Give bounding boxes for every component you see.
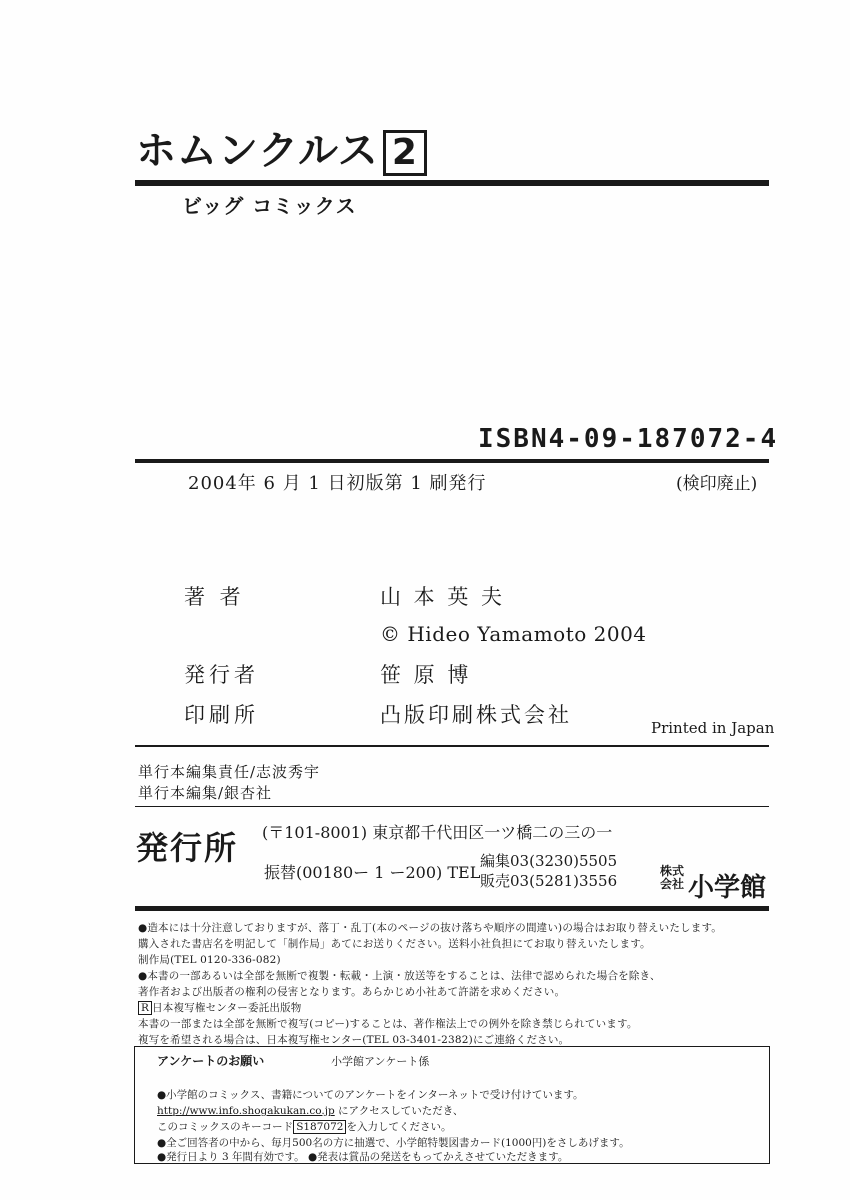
notice-line: 複写を希望される場合は、日本複写権センター(TEL 03-3401-2382)にご連絡ください。 <box>138 1034 570 1046</box>
printer-name: 凸版印刷株式会社 <box>380 703 572 727</box>
r-mark-icon: R <box>138 1001 152 1015</box>
phone-sales: 販売03(5281)3556 <box>480 872 618 890</box>
publisher-label: 発行所 <box>136 829 239 867</box>
publisher-address: (〒101-8001) 東京都千代田区一ツ橋二の三の一 <box>262 823 613 842</box>
survey-heading: アンケートのお願い <box>157 1054 265 1068</box>
phone-edit: 編集03(3230)5505 <box>480 852 618 870</box>
title-text: ホムンクルス <box>136 128 379 174</box>
notice-line: 購入された書店名を明記して「制作局」あてにお送りください。送料小社負担にてお取り替えいたします。 <box>138 938 651 950</box>
survey-dept: 小学館アンケート係 <box>331 1055 430 1068</box>
notice-line: ●本書の一部あるいは全部を無断で複製・転載・上演・放送等をすることは、法律で認められた場合を除き、 <box>138 970 661 982</box>
series-name: ビッグ コミックス <box>182 194 357 218</box>
notice-line: 本書の一部または全部を無断で複写(コピー)することは、著作権法上での例外を除き禁じられています。 <box>138 1018 638 1030</box>
edition-date: 2004年 6 月 1 日初版第 1 刷発行 <box>188 473 487 494</box>
notice-line: 制作局(TEL 0120-336-082) <box>138 954 281 966</box>
notice-line: ●造本には十分注意しておりますが、落丁・乱丁(本のページの抜け落ちや順序の間違い)の場合はお取り替えいたします。 <box>138 922 723 934</box>
survey-line: ●全ご回答者の中から、毎月500名の方に抽選で、小学館特製図書カード(1000円)をさしあげます。 <box>157 1137 630 1149</box>
company-type-2: 会社 <box>660 877 685 891</box>
book-title <box>136 130 427 176</box>
volume-number: 2 <box>383 130 427 176</box>
publisher-person-label: 発行者 <box>184 663 259 687</box>
company-type-1: 株式 <box>660 864 685 878</box>
isbn: ISBN4-09-187072-4 <box>478 424 779 454</box>
notice-line: 著作者および出版者の権利の侵害となります。あらかじめ小社あて許諾を求めください。 <box>138 986 566 998</box>
keycode-label: このコミックスのキーコード <box>157 1121 294 1133</box>
phone-numbers <box>480 851 617 891</box>
company-type <box>660 865 684 891</box>
no-seal-note: (検印廃止) <box>676 474 758 494</box>
credits-rule <box>135 745 769 747</box>
notice-line-copyright-center <box>138 1000 302 1015</box>
printed-in: Printed in Japan <box>651 719 775 737</box>
survey-line: ●発行日より 3 年間有効です。 ●発表は賞品の発送をもってかえさせていただきます。 <box>157 1151 569 1163</box>
author-label: 著 者 <box>184 585 245 609</box>
copyright-line: © Hideo Yamamoto 2004 <box>380 622 647 646</box>
editor-rule <box>135 806 769 807</box>
isbn-rule <box>135 459 769 463</box>
keycode-after: を入力してください。 <box>346 1121 452 1133</box>
survey-line-keycode <box>157 1119 451 1134</box>
survey-line: ●小学館のコミックス、書籍についてのアンケートをインターネットで受け付けています。 <box>157 1089 584 1101</box>
notice-text: 日本複写権センター委託出版物 <box>152 1002 302 1014</box>
survey-url[interactable]: http://www.info.shogakukan.co.jp <box>157 1105 335 1117</box>
keycode: S187072 <box>293 1120 346 1134</box>
survey-box <box>134 1046 770 1164</box>
notice-rule <box>135 906 769 911</box>
survey-line-url <box>157 1103 463 1118</box>
author-name: 山 本 英 夫 <box>380 585 506 609</box>
transfer-account: 振替(00180ー 1 ー200) TEL <box>264 863 481 882</box>
editor-line: 単行本編集/銀杏社 <box>138 784 273 802</box>
title-rule <box>135 180 769 186</box>
editor-line: 単行本編集責任/志波秀宇 <box>138 763 321 781</box>
survey-url-rest: にアクセスしていただき、 <box>334 1105 464 1117</box>
publisher-person-name: 笹 原 博 <box>380 663 472 687</box>
printer-label: 印刷所 <box>184 703 259 727</box>
company-name: 小学館 <box>688 873 767 903</box>
